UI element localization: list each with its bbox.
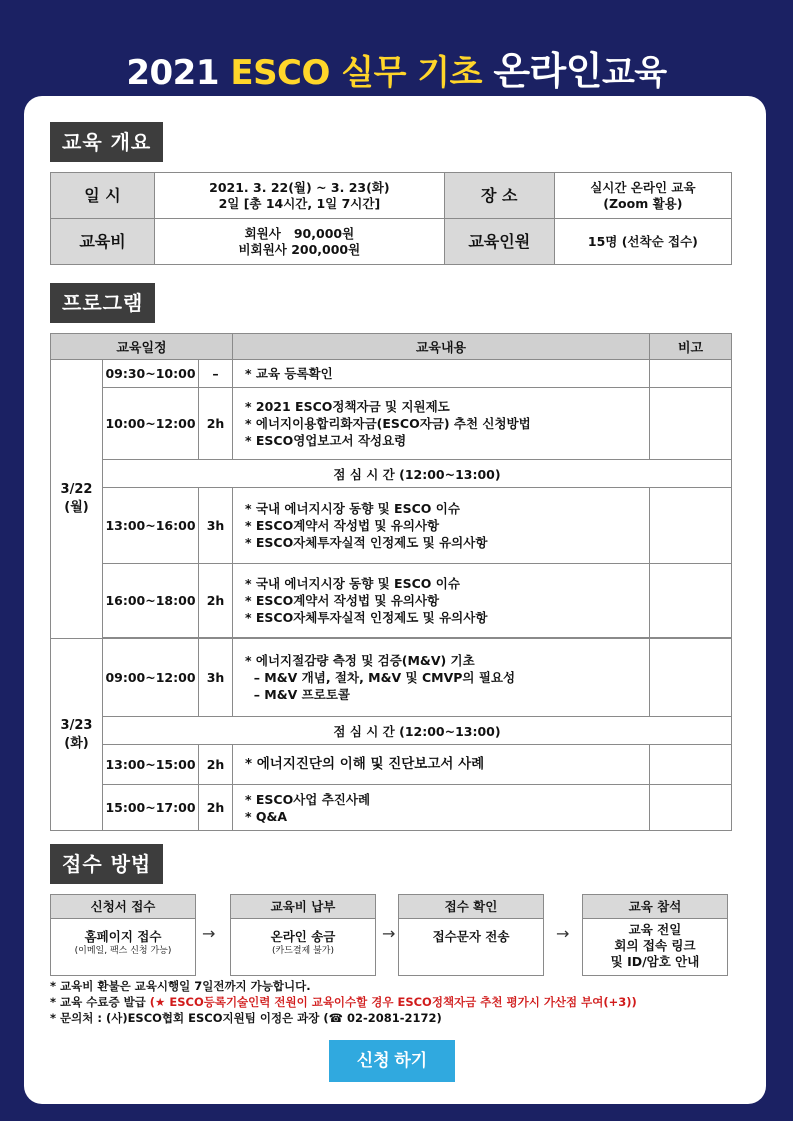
step-body-note: (카드결제 불가) bbox=[271, 946, 335, 956]
row-content bbox=[233, 488, 650, 564]
step-title: 교육 참석 bbox=[583, 895, 727, 919]
note-bonus: (★ ESCO등록기술인력 전원이 교육이수할 경우 ESCO정책자금 추천 평가시 가산점 부여(+3)) bbox=[149, 995, 637, 1009]
fee-label: 교육비 bbox=[51, 219, 155, 265]
day2-cell bbox=[51, 639, 103, 831]
col-note: 비고 bbox=[650, 334, 732, 360]
content-line: * 에너지이용합리화자금(ESCO자금) 추천 신청방법 bbox=[245, 416, 531, 431]
date-value bbox=[155, 173, 445, 219]
lunch-row bbox=[51, 460, 732, 488]
row-time: 13:00~15:00 bbox=[103, 745, 199, 785]
step-application bbox=[50, 894, 196, 976]
table-row bbox=[51, 639, 732, 717]
program-table bbox=[50, 333, 732, 831]
step-body-line: 홈페이지 접수 bbox=[84, 929, 162, 944]
step-title: 신청서 접수 bbox=[51, 895, 195, 919]
note-certificate bbox=[50, 994, 637, 1010]
day1-weekday: (월) bbox=[64, 500, 89, 515]
row-content bbox=[233, 360, 650, 388]
date-line2: 2일 [총 14시간, 1일 7시간] bbox=[218, 195, 381, 211]
row-time: 10:00~12:00 bbox=[103, 388, 199, 460]
day2-weekday: (화) bbox=[64, 735, 89, 751]
content-line: * 에너지절감량 측정 및 검증(M&V) 기초 bbox=[245, 653, 475, 668]
table-row bbox=[51, 785, 732, 831]
step-confirm bbox=[398, 894, 544, 976]
row-note bbox=[650, 745, 732, 785]
step-body-line: 및 ID/암호 안내 bbox=[610, 954, 700, 969]
step-body bbox=[583, 919, 727, 970]
arrow-right-icon: → bbox=[202, 924, 216, 943]
title-online: 온라인 bbox=[493, 49, 602, 93]
count-label: 교육인원 bbox=[444, 219, 554, 265]
note-certificate-text: * 교육 수료증 발급 bbox=[50, 995, 150, 1009]
row-hours: 3h bbox=[199, 488, 233, 564]
row-note bbox=[650, 360, 732, 388]
day1-cell bbox=[51, 360, 103, 639]
row-hours: – bbox=[199, 360, 233, 388]
step-body-line: 교육 전일 bbox=[628, 922, 682, 937]
content-card bbox=[24, 96, 766, 1104]
title-edu: 교육 bbox=[601, 53, 667, 93]
lunch-row bbox=[51, 717, 732, 745]
note-contact: * 문의처 : (사)ESCO협회 ESCO지원팀 이정은 과장 (☎ 02-2081-2172) bbox=[50, 1011, 442, 1025]
place-value bbox=[554, 173, 731, 219]
program-heading: 프로그램 bbox=[50, 283, 155, 323]
title-highlight: ESCO 실무 기초 bbox=[230, 53, 482, 93]
step-body bbox=[231, 919, 375, 957]
content-line: * 교육 등록확인 bbox=[245, 366, 333, 381]
step-body-note: (이메일, 팩스 신청 가능) bbox=[74, 946, 172, 956]
content-line: * ESCO영업보고서 작성요령 bbox=[245, 433, 407, 448]
page-title bbox=[0, 40, 793, 95]
row-content bbox=[233, 564, 650, 638]
place-line1: 실시간 온라인 교육 bbox=[590, 179, 696, 195]
step-body bbox=[51, 919, 195, 957]
step-body-line: 접수문자 전송 bbox=[432, 929, 510, 944]
step-body-line: 회의 접속 링크 bbox=[614, 938, 696, 953]
step-title: 접수 확인 bbox=[399, 895, 543, 919]
step-attend bbox=[582, 894, 728, 976]
title-year: 2021 bbox=[126, 53, 219, 93]
row-content bbox=[233, 745, 650, 785]
lunch-label: 점 심 시 간 (12:00~13:00) bbox=[103, 460, 732, 488]
col-schedule: 교육일정 bbox=[51, 334, 233, 360]
arrow-right-icon: → bbox=[556, 924, 570, 943]
content-line: * ESCO사업 추진사례 bbox=[245, 791, 371, 807]
content-line: * ESCO자체투자실적 인정제도 및 유의사항 bbox=[245, 610, 488, 625]
row-time: 09:30~10:00 bbox=[103, 360, 199, 388]
fee-line2: 비회원사 200,000원 bbox=[238, 241, 361, 257]
apply-heading: 접수 방법 bbox=[50, 844, 163, 884]
row-note bbox=[650, 564, 732, 638]
row-content bbox=[233, 785, 650, 831]
content-line: * 에너지진단의 이해 및 진단보고서 사례 bbox=[245, 756, 485, 772]
row-note bbox=[650, 785, 732, 831]
day2-date: 3/23 bbox=[60, 717, 93, 733]
table-row bbox=[51, 360, 732, 388]
step-body-line: 온라인 송금 bbox=[270, 929, 336, 944]
content-line: * 국내 에너지시장 동향 및 ESCO 이슈 bbox=[245, 501, 460, 516]
overview-heading: 교육 개요 bbox=[50, 122, 163, 162]
content-line: * ESCO계약서 작성법 및 유의사항 bbox=[245, 518, 440, 533]
note-refund: * 교육비 환불은 교육시행일 7일전까지 가능합니다. bbox=[50, 979, 311, 993]
row-content bbox=[233, 639, 650, 717]
row-hours: 2h bbox=[199, 785, 233, 831]
content-line: – M&V 개념, 절차, M&V 및 CMVP의 필요성 bbox=[245, 670, 516, 685]
row-time: 13:00~16:00 bbox=[103, 488, 199, 564]
overview-table bbox=[50, 172, 732, 265]
step-payment bbox=[230, 894, 376, 976]
table-row bbox=[51, 388, 732, 460]
table-row bbox=[51, 564, 732, 638]
row-time: 09:00~12:00 bbox=[103, 639, 199, 717]
row-note bbox=[650, 388, 732, 460]
count-value: 15명 (선착순 접수) bbox=[554, 219, 731, 265]
day1-date: 3/22 bbox=[60, 482, 93, 497]
row-time: 16:00~18:00 bbox=[103, 564, 199, 638]
lunch-label: 점 심 시 간 (12:00~13:00) bbox=[103, 717, 732, 745]
fee-value bbox=[155, 219, 445, 265]
step-title: 교육비 납부 bbox=[231, 895, 375, 919]
notes bbox=[50, 978, 637, 1026]
table-row bbox=[51, 488, 732, 564]
place-label: 장 소 bbox=[444, 173, 554, 219]
apply-button[interactable]: 신청 하기 bbox=[329, 1040, 455, 1082]
date-line1: 2021. 3. 22(월) ~ 3. 23(화) bbox=[209, 179, 390, 195]
date-label: 일 시 bbox=[51, 173, 155, 219]
content-line: * Q&A bbox=[245, 808, 288, 824]
row-content bbox=[233, 388, 650, 460]
fee-line1: 회원사 90,000원 bbox=[244, 225, 355, 241]
step-body bbox=[399, 919, 543, 945]
row-note bbox=[650, 639, 732, 717]
content-line: – M&V 프로토콜 bbox=[245, 687, 350, 702]
content-line: * 국내 에너지시장 동향 및 ESCO 이슈 bbox=[245, 576, 460, 591]
row-hours: 2h bbox=[199, 388, 233, 460]
row-hours: 2h bbox=[199, 564, 233, 638]
content-line: * ESCO자체투자실적 인정제도 및 유의사항 bbox=[245, 535, 488, 550]
table-row bbox=[51, 745, 732, 785]
place-line2: (Zoom 활용) bbox=[603, 195, 683, 211]
row-hours: 2h bbox=[199, 745, 233, 785]
col-content: 교육내용 bbox=[233, 334, 650, 360]
row-note bbox=[650, 488, 732, 564]
content-line: * ESCO계약서 작성법 및 유의사항 bbox=[245, 593, 440, 608]
row-time: 15:00~17:00 bbox=[103, 785, 199, 831]
arrow-right-icon: → bbox=[382, 924, 396, 943]
content-line: * 2021 ESCO정책자금 및 지원제도 bbox=[245, 399, 450, 414]
row-hours: 3h bbox=[199, 639, 233, 717]
apply-steps bbox=[50, 894, 732, 976]
